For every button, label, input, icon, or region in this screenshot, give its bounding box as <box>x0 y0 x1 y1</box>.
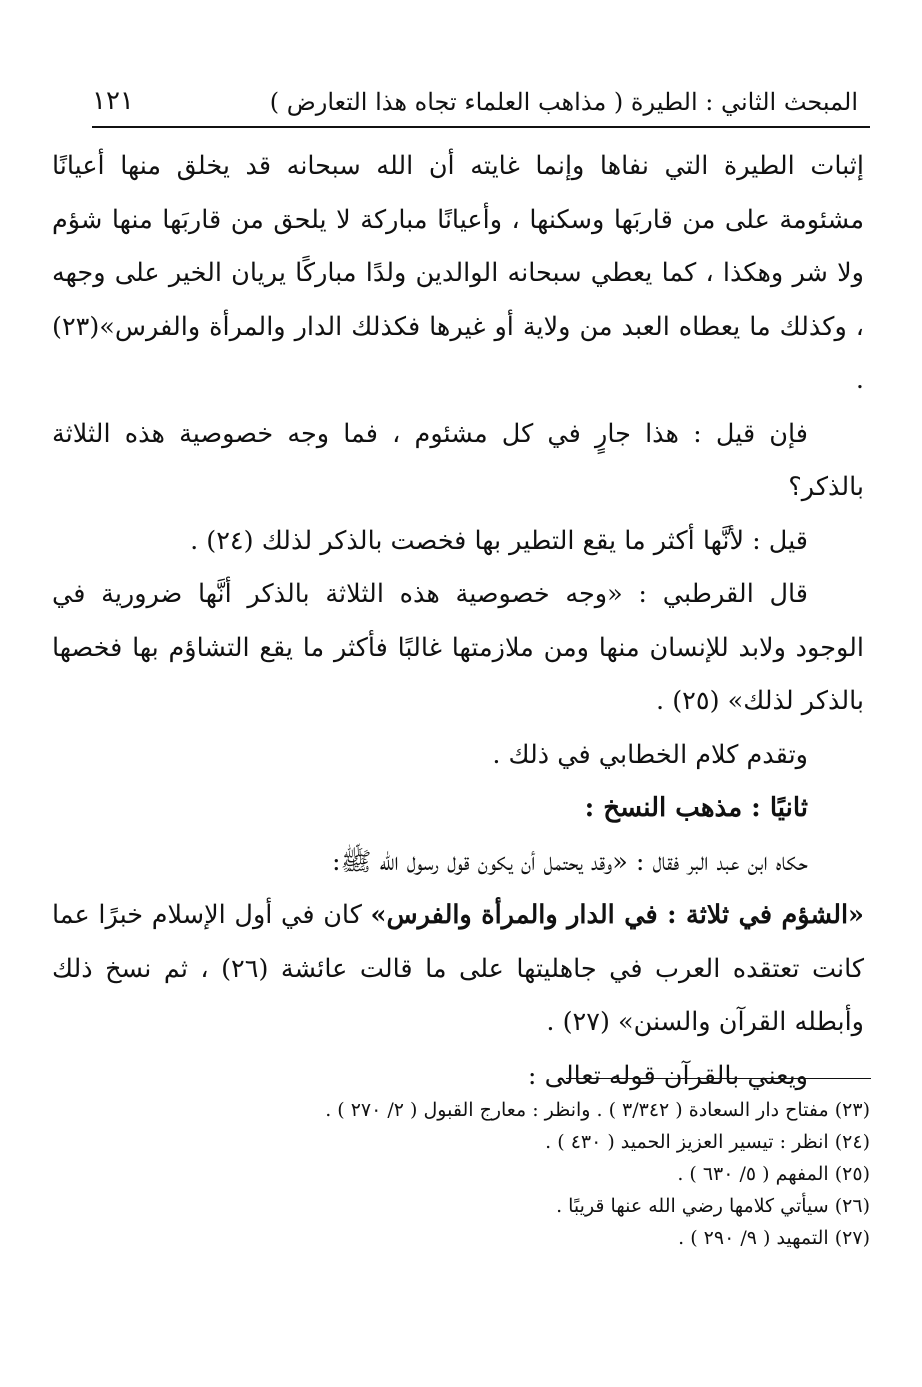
footnote: (٢٤) انظر : تيسير العزيز الحميد ( ٤٣٠ ) . <box>545 1131 870 1153</box>
paragraph-6: حكاه ابن عبد البر فقال : «وقد يحتمل أن يكون قول رسول الله ﷺ: <box>332 846 808 877</box>
footnote: (٢٥) المفهم ( ٥/ ٦٣٠ ) . <box>677 1163 870 1185</box>
main-text <box>52 140 864 1103</box>
footnotes <box>200 1094 870 1254</box>
paragraph-4: قال القرطبي : «وجه خصوصية هذه الثلاثة بالذكر أنَّها ضرورية في الوجود ولابد للإنسان منها ومن ملازمتها غالبًا فأكثر ما يقع التشاؤم بها فخصها بالذكر لذلك» (٢٥) . <box>52 579 864 716</box>
paragraph-7 <box>52 889 864 1050</box>
section-heading: ثانيًا : مذهب النسخ : <box>584 793 808 823</box>
footnote-separator <box>566 1078 871 1079</box>
page-number: ١٢١ <box>92 86 134 116</box>
footnote: (٢٦) سيأتي كلامها رضي الله عنها قريبًا . <box>556 1195 870 1217</box>
paragraph-8: ويعني بالقرآن قوله تعالى : <box>527 1060 808 1091</box>
footnote: (٢٣) مفتاح دار السعادة ( ٣/٣٤٢ ) . وانظر : معارج القبول ( ٢/ ٢٧٠ ) . <box>325 1099 870 1121</box>
hadith-quote: «الشؤم في ثلاثة : في الدار والمرأة والفرس» <box>370 900 864 930</box>
paragraph-1: إثبات الطيرة التي نفاها وإنما غايته أن الله سبحانه قد يخلق منها أعيانًا مشئومة على من قاربَها وسكنها ، وأعيانًا مباركة لا يلحق من قاربَها منها شؤم ولا شر وهكذا ، كما يعطي سبحانه الوالدين ولدًا مباركًا يريان الخير على وجهه ، وكذلك ما يعطاه العبد من ولاية أو غيرها فكذلك الدار والمرأة والفرس»(٢٣) . <box>52 151 864 395</box>
header-title: المبحث الثاني : الطيرة ( مذاهب العلماء تجاه هذا التعارض ) <box>269 88 858 116</box>
paragraph-2: فإن قيل : هذا جارٍ في كل مشئوم ، فما وجه خصوصية هذه الثلاثة بالذكر؟ <box>52 418 864 502</box>
footnote: (٢٧) التمهيد ( ٩/ ٢٩٠ ) . <box>678 1227 870 1249</box>
paragraph-7-text: كان في أول الإسلام خبرًا عما كانت تعتقده العرب في جاهليتها على ما قالت عائشة (٢٦) ، ثم نسخ ذلك وأبطله القرآن والسنن» (٢٧) . <box>52 900 865 1037</box>
paragraph-5: وتقدم كلام الخطابي في ذلك . <box>492 739 808 770</box>
running-header <box>92 82 858 132</box>
paragraph-3: قيل : لأنَّها أكثر ما يقع التطير بها فخصت بالذكر لذلك (٢٤) . <box>190 525 808 556</box>
header-rule <box>92 126 870 128</box>
